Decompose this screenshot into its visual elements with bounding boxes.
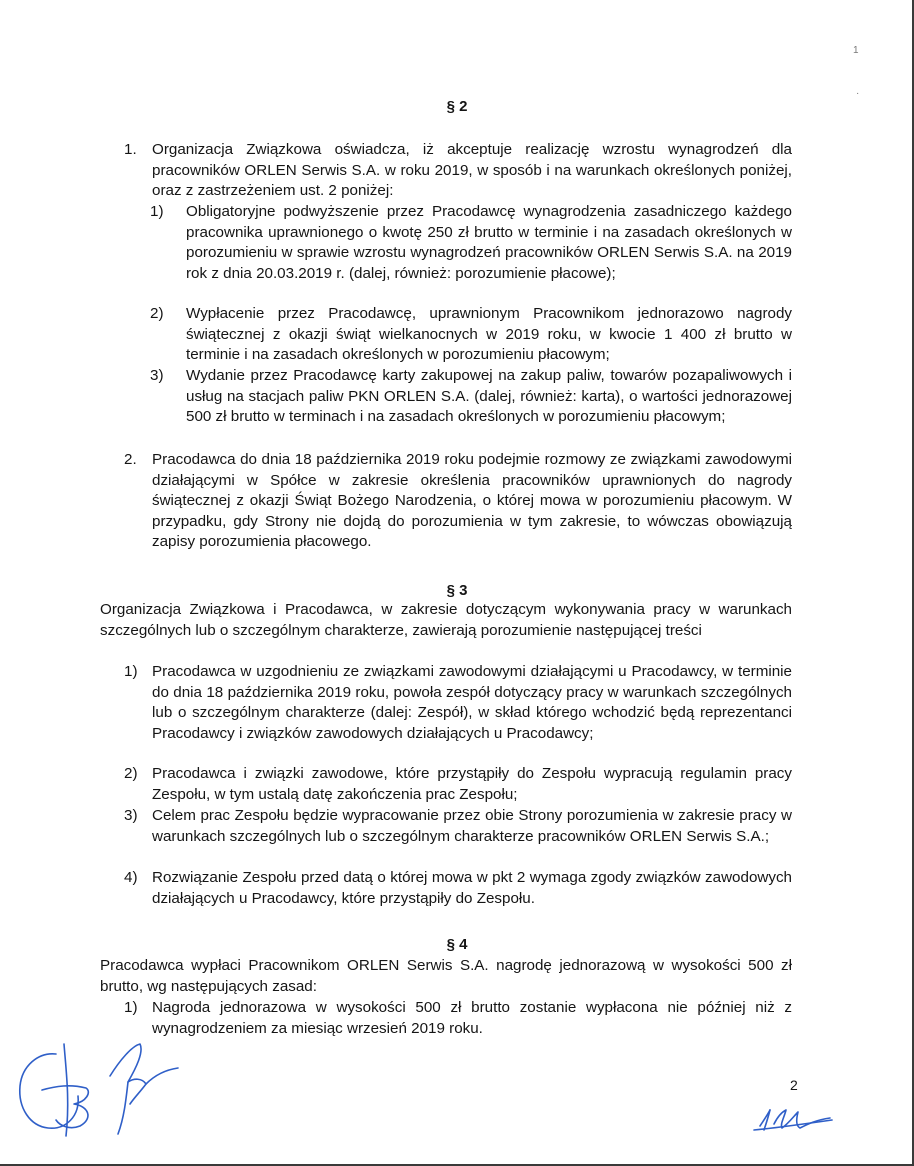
section-3-intro: Organizacja Związkowa i Pracodawca, w zakresie dotyczącym wykonywania pracy w warunkach szczególnych lub o szczególnym charakterze, zawierają porozumienie następującej treści — [100, 601, 792, 639]
section-2-item-1-text: Organizacja Związkowa oświadcza, iż akceptuje realizację wzrostu wynagrodzeń dla pracowników ORLEN Serwis S.A. w roku 2019, w sposób i na warunkach określonych poniżej, oraz z zastrzeżeniem ust. 2 poniżej: — [152, 141, 792, 200]
section-2-subitem-2-text: Wypłacenie przez Pracodawcę, uprawnionym Pracownikom jednorazowo nagrody świątecznej z okazji świąt wielkanocnych w 2019 roku, w kwocie 1 400 zł brutto w terminie i na zasadach określonych w porozumieniu płacowym; — [186, 305, 792, 364]
section-3-item-3-text: Celem prac Zespołu będzie wypracowanie przez obie Strony porozumienia w zakresie pracy w warunkach szczególnych lub o szczególnym charakterze pracowników ORLEN Serwis S.A.; — [152, 807, 792, 845]
section-3-item-1-text: Pracodawca w uzgodnieniu ze związkami zawodowymi działającymi u Pracodawcy, w terminie do dnia 18 października 2019 roku, powoła zespół dotyczący pracy w warunkach szczególnych lub o szczególnym charakterze (dalej: Zespół), w skład którego wchodzić będą reprezentanci Pracodawcy i związków zawodowych działających u Pracodawcy; — [152, 663, 792, 742]
section-2-item-2-text: Pracodawca do dnia 18 października 2019 roku podejmie rozmowy ze związkami zawodowymi działającymi w Spółce w zakresie określenia pracowników uprawnionych do nagrody świątecznej z okazji Świąt Bożego Narodzenia, o której mowa w porozumieniu płacowym. W przypadku, gdy Strony nie dojdą do porozumienia w tym zakresie, to wówczas obowiązują zapisy porozumienia płacowego. — [152, 451, 792, 551]
section-3-item-4-text: Rozwiązanie Zespołu przed datą o której mowa w pkt 2 wymaga zgody związków zawodowych działających u Pracodawcy, które przystąpiły do Zespołu. — [152, 869, 792, 907]
section-4-title: § 4 — [446, 936, 468, 953]
section-2-subitem-3-text: Wydanie przez Pracodawcę karty zakupowej na zakup paliw, towarów pozapaliwowych i usług na stacjach paliw PKN ORLEN S.A. (dalej, również: karta), o wartości jednorazowej 500 zł brutto w terminach i na zasadach określonych w porozumieniu płacowym; — [186, 367, 792, 426]
section-2-subitem-2-number: 2) — [150, 305, 164, 322]
section-2-title: § 2 — [446, 98, 468, 115]
section-4-item-1-number: 1) — [124, 999, 138, 1016]
section-2-item-1-number: 1. — [124, 141, 137, 158]
section-2-item-2-number: 2. — [124, 451, 137, 468]
section-3-item-2-number: 2) — [124, 765, 138, 782]
section-3-title: § 3 — [446, 582, 468, 599]
handwritten-initials-right — [752, 1098, 842, 1138]
handwritten-signature-left — [8, 1030, 198, 1140]
section-2-subitem-3-number: 3) — [150, 367, 164, 384]
page-number: 2 — [790, 1077, 798, 1093]
section-3-item-3-number: 3) — [124, 807, 138, 824]
section-2-subitem-1-number: 1) — [150, 203, 164, 220]
margin-mark: 1 — [853, 45, 859, 56]
section-4-item-1-text: Nagroda jednorazowa w wysokości 500 zł brutto zostanie wypłacona nie później niż z wynagrodzeniem za miesiąc wrzesień 2019 roku. — [152, 999, 792, 1037]
section-3-item-1-number: 1) — [124, 663, 138, 680]
section-3-item-2-text: Pracodawca i związki zawodowe, które przystąpiły do Zespołu wypracują regulamin pracy Zespołu, w tym ustalą datę zakończenia prac Zespołu; — [152, 765, 792, 803]
section-3-item-4-number: 4) — [124, 869, 138, 886]
section-2-subitem-1-text: Obligatoryjne podwyższenie przez Pracodawcę wynagrodzenia zasadniczego każdego pracownika uprawnionego o kwotę 250 zł brutto w terminie i na zasadach określonych w porozumieniu w sprawie wzrostu wynagrodzeń pracowników ORLEN Serwis S.A. na 2019 rok z dnia 20.03.2019 r. (dalej, również: porozumienie płacowe); — [186, 203, 792, 282]
section-4-intro: Pracodawca wypłaci Pracownikom ORLEN Serwis S.A. nagrodę jednorazową w wysokości 500 zł brutto, wg następujących zasad: — [100, 957, 792, 995]
margin-dot: · — [856, 88, 860, 99]
